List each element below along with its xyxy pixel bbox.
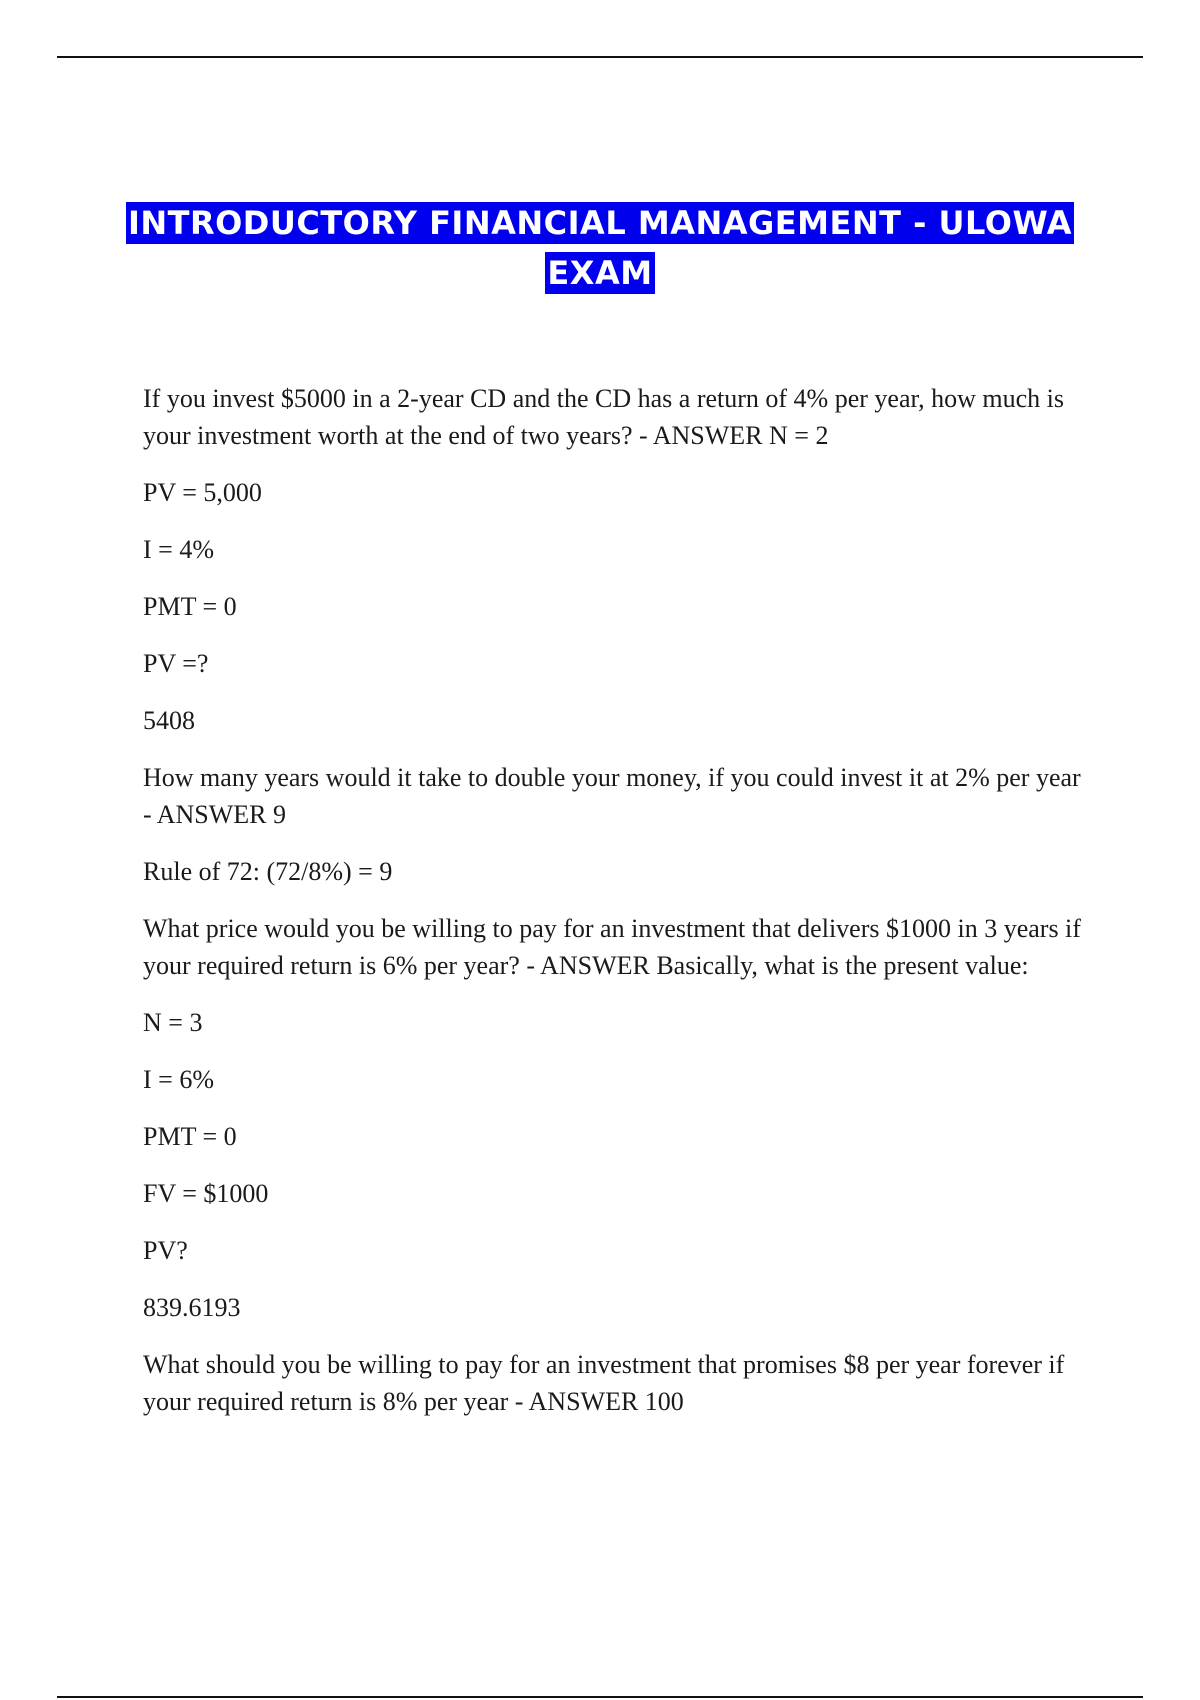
title-line-1: INTRODUCTORY FINANCIAL MANAGEMENT - ULOWA — [127, 204, 1073, 242]
document-title — [100, 198, 1100, 298]
paragraph-pmt-2: PMT = 0 — [143, 1122, 237, 1151]
paragraph-answer-1: 5408 — [143, 706, 195, 735]
paragraph-rule-of-72: Rule of 72: (72/8%) = 9 — [143, 857, 393, 886]
paragraph-question-1: If you invest $5000 in a 2-year CD and the CD has a return of 4% per year, how much is your investment worth at the end of two years? - ANSWER N = 2 — [143, 384, 1064, 450]
top-divider — [57, 56, 1143, 58]
paragraph-question-2: How many years would it take to double your money, if you could invest it at 2% per year - ANSWER 9 — [143, 763, 1081, 829]
paragraph-interest-rate: I = 4% — [143, 535, 214, 564]
document-body — [143, 380, 1083, 1440]
paragraph-pmt: PMT = 0 — [143, 592, 237, 621]
paragraph-interest-rate-2: I = 6% — [143, 1065, 214, 1094]
bottom-divider — [57, 1696, 1143, 1698]
paragraph-answer-3: 839.6193 — [143, 1293, 241, 1322]
paragraph-pv-value: PV = 5,000 — [143, 478, 262, 507]
paragraph-n-value: N = 3 — [143, 1008, 203, 1037]
paragraph-pv-unknown: PV =? — [143, 649, 209, 678]
paragraph-fv-value: FV = $1000 — [143, 1179, 269, 1208]
title-line-2: EXAM — [547, 254, 653, 292]
paragraph-question-3: What price would you be willing to pay for an investment that delivers $1000 in 3 years if your required return is 6% per year? - ANSWER Basically, what is the present value: — [143, 914, 1081, 980]
paragraph-pv-question: PV? — [143, 1236, 188, 1265]
paragraph-question-4: What should you be willing to pay for an investment that promises $8 per year forever if your required return is 8% per year - ANSWER 100 — [143, 1350, 1065, 1416]
